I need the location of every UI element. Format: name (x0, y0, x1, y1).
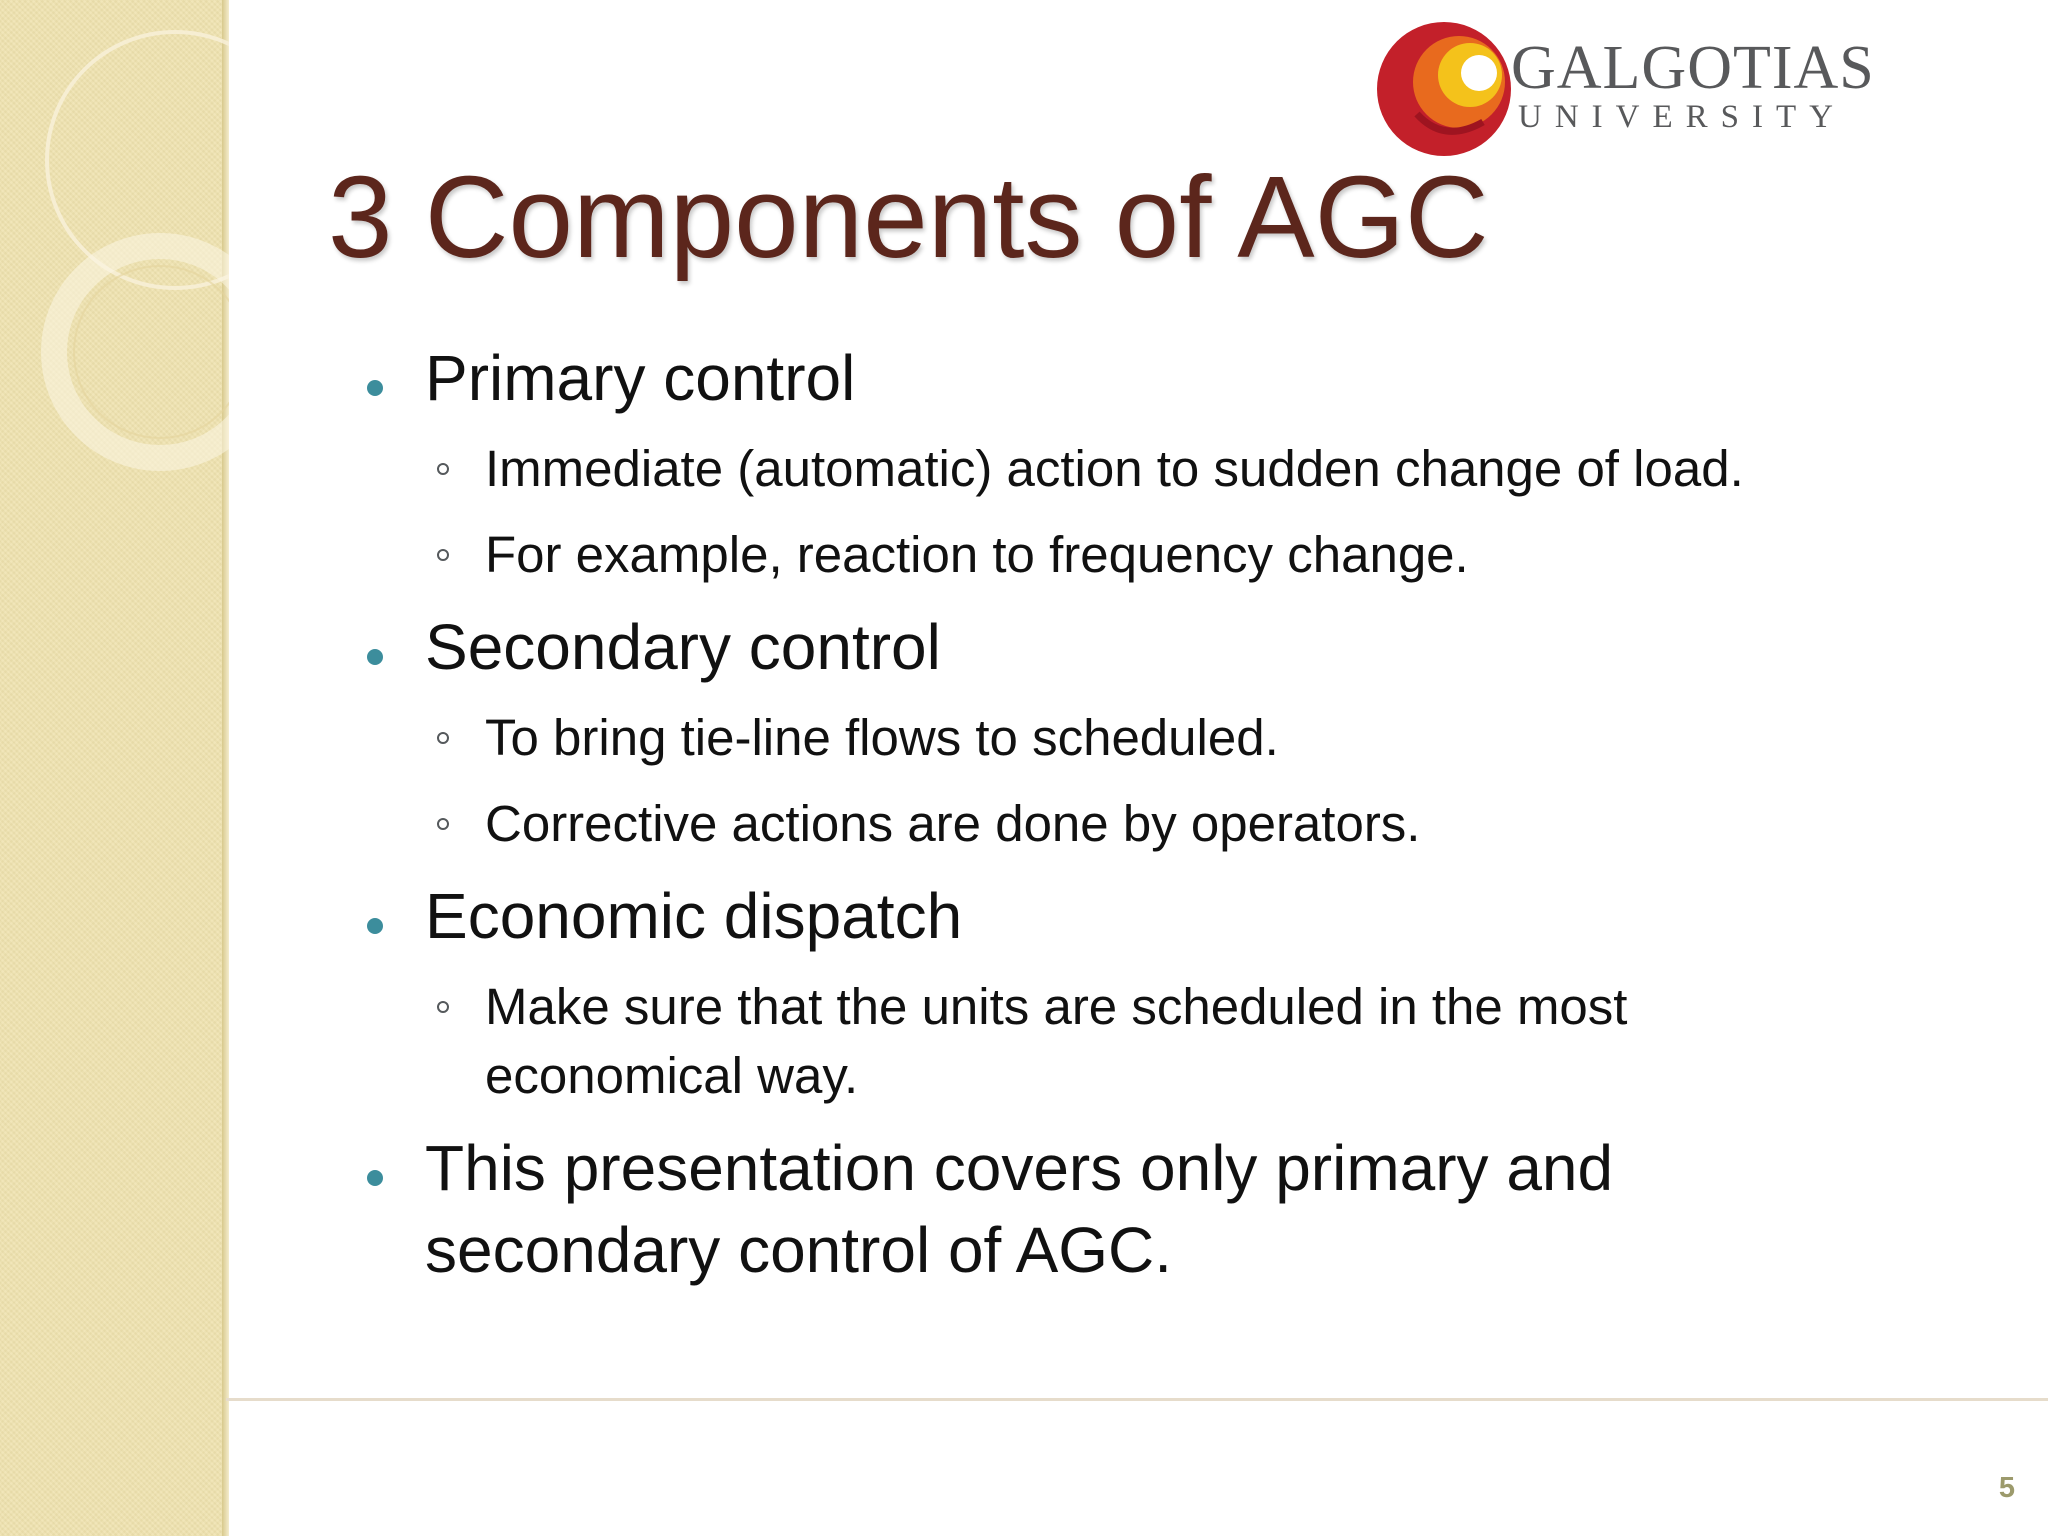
page-number: 5 (1998, 1472, 2015, 1504)
sub-bullet-icon (437, 549, 449, 561)
sub-bullet-economic-1-line-2: economical way. (485, 1047, 859, 1104)
bullet-economic-dispatch: Economic dispatch (425, 880, 963, 952)
logo-subtitle: UNIVERSITY (1518, 99, 1846, 135)
sub-bullet-icon (437, 732, 449, 744)
bullet-icon (367, 918, 383, 934)
sub-bullet-icon (437, 1001, 449, 1013)
sub-bullet-economic-1-line-1: Make sure that the units are scheduled in the most (485, 978, 1628, 1035)
sub-bullet-icon (437, 818, 449, 830)
sub-bullet-primary-2: For example, reaction to frequency change. (485, 526, 1469, 583)
sub-bullet-primary-1: Immediate (automatic) action to sudden change of load. (485, 440, 1744, 497)
slide-title: 3 Components of AGC (328, 152, 1489, 282)
bullet-secondary-control: Secondary control (425, 611, 941, 683)
sub-bullet-secondary-1: To bring tie-line flows to scheduled. (485, 709, 1279, 766)
sub-bullet-secondary-2: Corrective actions are done by operators. (485, 795, 1421, 852)
sub-bullet-icon (437, 463, 449, 475)
logo-name: GALGOTIAS (1511, 34, 1875, 102)
bullet-icon (367, 1170, 383, 1186)
bullet-coverage-line-2: secondary control of AGC. (425, 1214, 1173, 1286)
bullet-coverage-line-1: This presentation covers only primary and (425, 1132, 1614, 1204)
bullet-icon (367, 649, 383, 665)
bullet-icon (367, 380, 383, 396)
footer-divider (226, 1398, 2048, 1401)
bullet-primary-control: Primary control (425, 342, 856, 414)
